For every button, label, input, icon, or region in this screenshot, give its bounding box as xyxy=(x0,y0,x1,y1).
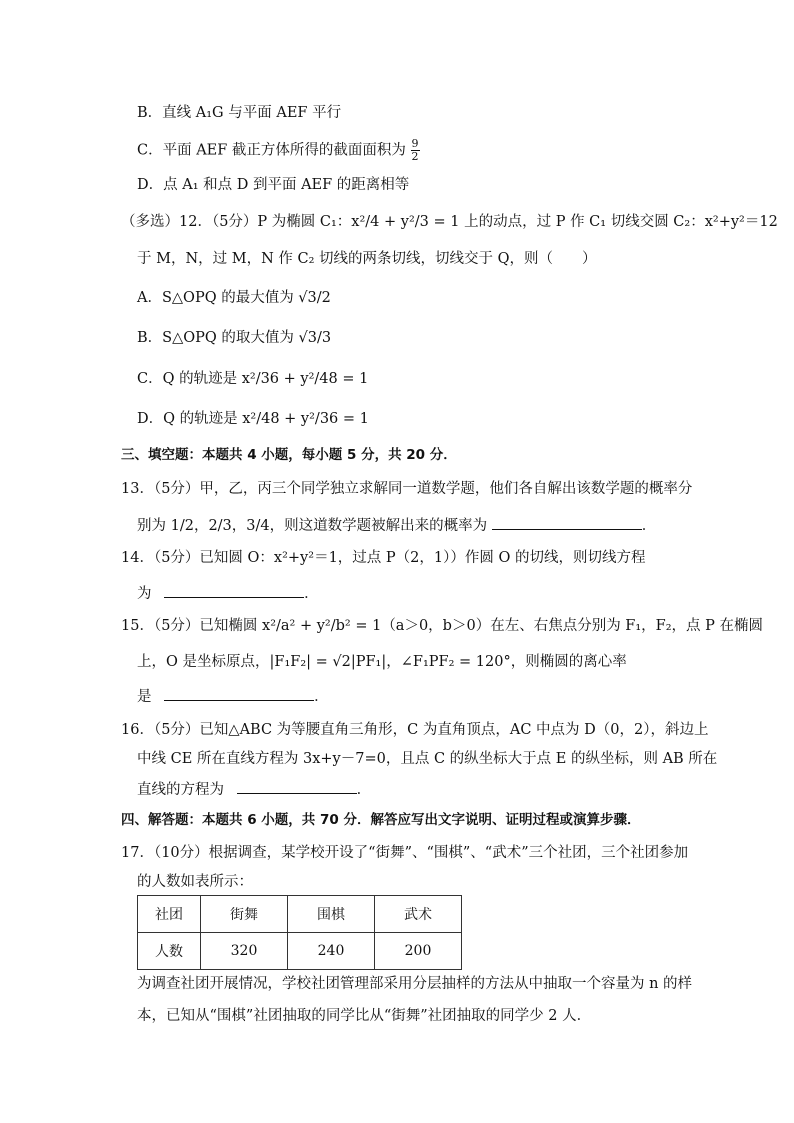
section3-heading: 三、填空题：本题共 4 小题，每小题 5 分，共 20 分． xyxy=(121,447,457,463)
q15-line3-text: 是 xyxy=(137,689,152,705)
q11-c-denominator: 2 xyxy=(411,150,419,163)
q14-line2-text: 为 xyxy=(137,586,152,602)
q17-line2: 的人数如表所示： xyxy=(137,874,253,890)
table-header-cell: 社团 xyxy=(138,896,201,933)
club-table xyxy=(137,895,462,970)
q16-line2: 中线 CE 所在直线方程为 3x+y－7=0，且点 C 的纵坐标大于点 E 的纵坐标，则 AB 所在 xyxy=(137,751,718,767)
q16-line3: 直线的方程为 ． xyxy=(137,779,371,800)
table-cell: 200 xyxy=(375,933,462,970)
q17-line4: 本，已知从“围棋”社团抽取的同学比从“街舞”社团抽取的同学少 2 人． xyxy=(137,1008,592,1024)
q17-line3: 为调查社团开展情况，学校社团管理部采用分层抽样的方法从中抽取一个容量为 n 的样 xyxy=(137,976,693,992)
q16-line1: 16．（5分）已知△ABC 为等腰直角三角形，C 为直角顶点，AC 中点为 D（0，2），斜边上 xyxy=(121,722,709,738)
table-cell: 240 xyxy=(288,933,375,970)
q11-option-c xyxy=(137,138,420,163)
q15-line2: 上，O 是坐标原点，|F₁F₂| = √2|PF₁|，∠F₁PF₂ = 120°，则椭圆的离心率 xyxy=(137,654,627,670)
table-row xyxy=(138,933,462,970)
q11-option-c-text: C．平面 AEF 截正方体所得的截面面积为 xyxy=(137,142,406,159)
table-header-row xyxy=(138,896,462,933)
q16-answer-blank xyxy=(237,779,357,794)
q12-option-b: B．S△OPQ 的取大值为 √3/3 xyxy=(137,330,332,346)
q12-option-d: D．Q 的轨迹是 x²/48 + y²/36 = 1 xyxy=(137,411,369,427)
q12-stem-line1: （多选）12．（5分）P 为椭圆 C₁：x²/4 + y²/3 = 1 上的动点，过 P 作 C₁ 切线交圆 C₂：x²+y²＝12 xyxy=(121,214,778,230)
q17-line1: 17．（10分）根据调查，某学校开设了“街舞”、“围棋”、“武术”三个社团，三个社团参加 xyxy=(121,845,689,861)
table-cell: 320 xyxy=(201,933,288,970)
q12-option-c: C．Q 的轨迹是 x²/36 + y²/48 = 1 xyxy=(137,371,369,387)
q11-c-numerator: 9 xyxy=(411,137,419,150)
table-header-cell: 武术 xyxy=(375,896,462,933)
table-header-cell: 围棋 xyxy=(288,896,375,933)
q14-answer-blank xyxy=(164,583,304,598)
q12-stem-line2: 于 M，N，过 M，N 作 C₂ 切线的两条切线，切线交于 Q，则（ ） xyxy=(137,251,597,267)
table-header-cell: 街舞 xyxy=(201,896,288,933)
q15-line1: 15．（5分）已知椭圆 x²/a² + y²/b² = 1（a＞0，b＞0）在左、右焦点分别为 F₁，F₂，点 P 在椭圆 xyxy=(121,618,764,634)
q13-answer-blank xyxy=(492,515,642,530)
q13-line2: 别为 1/2，2/3，3/4，则这道数学题被解出来的概率为 ． xyxy=(137,515,656,536)
section4-heading: 四、解答题：本题共 6 小题，共 70 分．解答应写出文字说明、证明过程或演算步骤． xyxy=(121,812,641,828)
q11-option-c-fraction xyxy=(411,138,420,163)
q16-line3-text: 直线的方程为 xyxy=(137,782,224,798)
table-cell: 人数 xyxy=(138,933,201,970)
q14-line1: 14．（5分）已知圆 O：x²+y²＝1，过点 P（2，1））作圆 O 的切线，则切线方程 xyxy=(121,550,646,566)
q11-option-d: D．点 A₁ 和点 D 到平面 AEF 的距离相等 xyxy=(137,177,410,193)
q11-option-b: B．直线 A₁G 与平面 AEF 平行 xyxy=(137,105,342,121)
q13-line2-text: 别为 1/2，2/3，3/4，则这道数学题被解出来的概率为 xyxy=(137,518,488,534)
q15-line3: 是 ． xyxy=(137,686,329,707)
q12-option-a: A．S△OPQ 的最大值为 √3/2 xyxy=(137,290,331,306)
q13-line1: 13．（5分）甲，乙，丙三个同学独立求解同一道数学题，他们各自解出该数学题的概率分 xyxy=(121,481,693,497)
q14-line2: 为 ． xyxy=(137,583,319,604)
q15-answer-blank xyxy=(164,686,314,701)
